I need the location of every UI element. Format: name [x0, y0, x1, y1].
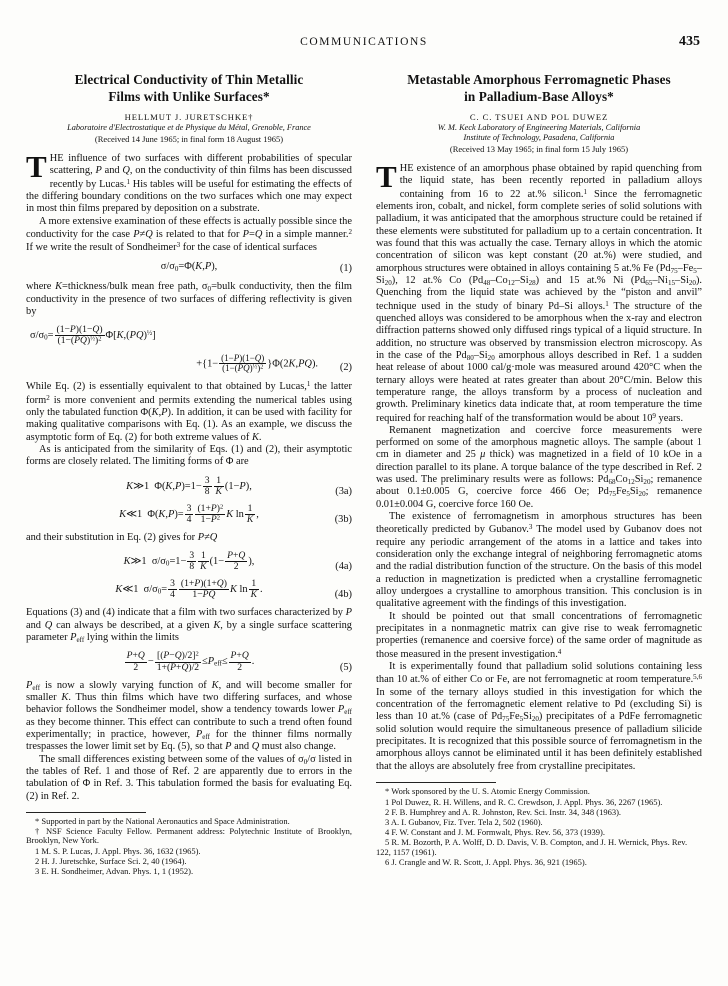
right-reference-list [376, 797, 702, 867]
left-paragraph-5: As is anticipated from the similarity of Eqs. (1) and (2), their asymptotic forms are closely related. The limiting forms of Φ are [26, 443, 352, 468]
left-article [26, 72, 352, 962]
right-para-1-block [376, 159, 703, 425]
left-reference-list [26, 846, 352, 876]
equation-1-number: (1) [339, 263, 352, 275]
left-reference-1: 1 M. S. P. Lucas, J. Appl. Phys. 36, 1632 (1965). [35, 845, 201, 856]
left-paragraph-2: A more extensive examination of these effects is actually possible since the conductivity for the case P≠Q is related to that for P=Q in a simple manner.$^2$ If we write the result of Sondheimer$^3$ for the case of identical surfaces [26, 215, 352, 254]
left-article-received: (Received 14 June 1965; in final form 18 August 1965) [94, 133, 284, 144]
equation-3b: K≪1 Φ(K,P)= $\frac{3}{4}$ $\frac{(1+P)^2}{1-P^2}$ K ln $\frac{1}{K}$ , (3b) [119, 502, 352, 525]
right-paragraph-3: The existence of ferromagnetism in amorphous structures has been theoretically predicted by Gubanov.$^3$ The model used by Gubanov does not require any periodic arrangement of the atoms in a lattice and takes into consideration only the exchange integral of neighboring ferromagnetic atoms and the radial distribution function of the structure. On the basis of this model a reduction in magnetization is predicted when a crystalline ferromagnetic alloy undergoes a crystalline to amorphous transition. This conclusion is in qualitative agreement with the findings of this investigation. [376, 511, 702, 610]
running-head-title: COMMUNICATIONS [300, 36, 428, 48]
equation-2-line-2: +{1− $\frac{(1-P)(1-Q)}{(1-(PQ)^{\frac{1}{2}})^2}$ }Φ(2K,PQ). (2) [196, 352, 352, 374]
equation-4b: K≪1 $\sigma/\sigma_0=$ $\frac{3}{4}$ $\frac{(1+P)(1+Q)}{1-PQ}$ K ln $\frac{1}{K}$ . (4b) [115, 578, 352, 601]
two-column-layout [26, 72, 702, 962]
right-reference-4: 4 F. W. Constant and J. M. Formwalt, Phys. Rev. 56, 373 (1939). [385, 826, 606, 837]
equation-2-line-1: $\sigma/\sigma_0=$ $\frac{(1-P)(1-Q)}{(1-(PQ)^{\frac{1}{2}})^2}$ Φ[K,(PQ)$^{\frac{1}{2}}$] [30, 324, 156, 347]
left-drop-cap: T [26, 148, 47, 184]
equation-2-number: (2) [339, 362, 352, 374]
equation-3b-number: (3b) [334, 513, 352, 525]
left-paragraph-8: $P_{eff}$ is now a slowly varying function of K, and will become smaller for smaller K. Thus thin films which have two differing surfaces, and whose behavior follows the Sondheimer model, show a tendency towards lower $P_{eff}$ as they become thinner. This effect can contribute to such a trend often found experimentally; in practice, however, $P_{eff}$ for the thinner films normally trespasses the lower limit set by Eq. (5), so that P and Q must also change. [26, 679, 353, 753]
page-number: 435 [679, 34, 700, 49]
left-para-1-block [26, 148, 352, 216]
right-drop-cap: T [376, 159, 397, 194]
equation-4a: K≫1 $\sigma/\sigma_0=1-$ $\frac{3}{8}$ $\frac{1}{K}$ (1− $\frac{P+Q}{2}$ ), (4a) [123, 550, 352, 573]
right-reference-5: 5 R. M. Bozorth, P. A. Wolff, D. D. Davis, V. B. Compton, and J. H. Wernick, Phys. Rev. 122, 1157 (1961). [376, 836, 688, 857]
right-reference-2: 2 F. B. Humphrey and A. R. Johnston, Rev. Sci. Instr. 34, 348 (1963). [385, 806, 622, 817]
running-head [0, 36, 728, 52]
left-paragraph-6: and their substitution in Eq. (2) gives for P≠Q [26, 531, 218, 543]
left-title-line2: Films with Unlike Surfaces* [108, 88, 270, 104]
equation-1: $\sigma/\sigma_0=\Phi(K,P)$, (1) [160, 261, 352, 275]
right-reference-6: 6 J. Crangle and W. R. Scott, J. Appl. Phys. 36, 921 (1965). [385, 856, 587, 867]
left-footnote-dagger: † NSF Science Faculty Fellow. Permanent address: Polytechnic Institute of Brooklyn, Brooklyn, New York. [26, 825, 352, 846]
left-article-authors: HELLMUT J. JURETSCHKE† [124, 111, 254, 122]
left-article-affiliation: Laboratoire d'Electrostatique et de Physique du Métal, Grenoble, France [67, 122, 311, 132]
left-footnote-star: * Supported in part by the National Aeronautics and Space Administration. [35, 815, 290, 826]
right-article-affiliation-line2: Institute of Technology, Pasadena, California [463, 132, 615, 142]
left-paragraph-4: While Eq. (2) is essentially equivalent to that obtained by Lucas,$^1$ the latter form$^2$ is more convenient and permits extending the numerical tables using only the tabulated function Φ(K,P). In addition, it can be used with facility for making qualitative comparisons with Eq. (1). As an example, we discuss the asymptotic form of Eq. (2) for both extreme values of K. [26, 380, 352, 443]
equation-5-number: (5) [339, 661, 352, 673]
left-paragraph-3: where K=thickness/bulk mean free path, $\sigma_0=bulk$ conductivity, then the film conductivity in the presence of two surfaces of differing reflectivity is given by [26, 281, 353, 318]
left-footnote-rule [26, 812, 146, 813]
equation-3a: K≫1 Φ(K,P)=1− $\frac{3}{8}$ $\frac{1}{K}$ (1−P), (3a) [126, 474, 352, 497]
left-paragraph-7: Equations (3) and (4) indicate that a film with two surfaces characterized by P and Q can always be described, at a given K, by a single surface scattering parameter $P_{eff}$ lying within the limits [26, 607, 352, 644]
right-article-title [376, 72, 702, 106]
left-article-title [26, 72, 352, 106]
right-paragraph-2: Remanent magnetization and coercive force measurements were performed on some of the amorphous magnetic alloys. The sample (about 1 cm in diameter and 25 μ thick) was magnetized in a field of 10 kOe in a direction parallel to its plane. A torque balance of the type described in Ref. 2 was used. The preliminary results were as follows: $Pd_{68}Co_{12}Si_{20}$; remanence about 0.1±0.005 G, coercive force 466 Oe; $Pd_{75}Fe_5Si_{20}$; remanence 0.01±0.004 G, coercive force 160 Oe. [376, 424, 702, 510]
right-article-affiliation-line1: W. M. Keck Laboratory of Engineering Materials, California [437, 122, 641, 132]
left-paragraph-9: The small differences existing between some of the values of $\sigma_0/\sigma$ listed in the tables of Ref. 1 and those of Ref. 2 are apparently due to errors in the tabulation of Φ in Ref. 3. This tabulation formed the basis for evaluating Eq. (2) in Ref. 2. [26, 753, 352, 802]
left-paragraph-1: HE influence of two surfaces with different probabilities of specular scattering, P and Q, on the conductivity of thin films has been discussed recently by Lucas.$^1$ His tables will be useful for estimating the effects of the differing boundary conditions on the two surfaces which one may expect in most thin films prepared by deposition on a substrate. [26, 152, 352, 215]
left-reference-3: 3 E. H. Sondheimer, Advan. Phys. 1, 1 (1952). [35, 865, 194, 876]
equation-5: $\frac{P+Q}{2}$ − $\frac{[(P-Q)/2]^2}{1+(P+Q)/2}$ $\le P_{eff}\le$ $\frac{P+Q}{2}$ . (5) [126, 650, 352, 673]
right-paragraph-1: HE existence of an amorphous phase obtained by rapid quenching from the liquid state, has been recently reported in palladium alloys containing from 16 to 22 at.% silicon.$^1$ Since the ferromagnetic elements iron, cobalt, and nickel, form complete series of solid solutions with palladium, it was anticipated that the amorphous structure could be retained if these elements were substituted for palladium up to a certain concentration. It was found that this was actually the case. Ternary alloys in which the atomic concentration of silicon was kept constant (20 at.%) were studied, and amorphous structures were obtained in alloys containing 5 at.% Fe $(Pd_{75}-Fe_5-Si_{20})$, 12 at.% Co $(Pd_{48}-Co_{12}-Si_{28})$ and 15 at.% Ni $(Pd_{65}-Ni_{15}-Si_{20})$. Quenching from the liquid state was achieved by the “piston and anvil” technique used in the study of binary Pd–Si alloys.$^1$ The structure of the quenched alloys was considered to be amorphous when the x-ray and electron diffraction patterns showed only diffused rings typical of a liquid structure. In addition, no structure was observed by transmission electron microscopy. As in the case of the $Pd_{80}-Si_{20}$ amorphous alloys described in Ref. 1 a sudden heat release of about 1000 cal/g·mole was measured around 420°C when the ternary alloys were heated at rates greater than about 20°C/min. Below this temperature range, the alloys transform by a process of nucleation and growth. Preliminary kinetics data indicate that, at room temperature the time required for reaching half of the transformation would be about $10^9$ years. [376, 163, 703, 424]
equation-4a-number: (4a) [335, 561, 352, 573]
right-paragraph-5: It is experimentally found that palladium solid solutions containing less than 10 at.% of either Co or Fe, are not ferromagnetic at room temperature.$^{5,6}$ In some of the ternary alloys studied in this investigation for which the concentration of the ferromagnetic element relative to Pd (excluding Si) is less than 10 at.% (case of $Pd_{75}Fe_5Si_{20}$) precipitates of a PdFe ferromagnetic solid solution would require the simultaneous presence of palladium silicide precipitates. It is recognized that this possible source of ferromagnetism in the amorphous alloys cannot be eliminated until it has been definitely established that the alloys are absolutely free from crystalline precipitates. [376, 660, 702, 772]
right-reference-1: 1 Pol Duwez, R. H. Willens, and R. C. Crewdson, J. Appl. Phys. 36, 2267 (1965). [385, 796, 663, 807]
right-article [376, 72, 702, 962]
equation-3a-number: (3a) [335, 485, 352, 497]
right-article-authors: C. C. TSUEI AND POL DUWEZ [469, 111, 609, 122]
right-title-line1: Metastable Amorphous Ferromagnetic Phases [407, 72, 671, 87]
right-footnote-rule [376, 782, 496, 783]
right-title-line2: in Palladium-Base Alloys* [464, 88, 614, 104]
equation-4b-number: (4b) [334, 589, 352, 601]
right-footnote-star: * Work sponsored by the U. S. Atomic Energy Commission. [385, 785, 590, 796]
right-paragraph-4: It should be pointed out that small concentrations of ferromagnetic precipitates in a nonmagnetic matrix can give rise to weak ferromagnetic properties (remanence and coersive force) of the same order of magnitude as those measured in the present investigation.$^4$ [376, 610, 702, 660]
left-title-line1: Electrical Conductivity of Thin Metallic [74, 72, 304, 87]
right-reference-3: 3 A. I. Gubanov, Fiz. Tver. Tela 2, 502 (1960). [385, 816, 543, 827]
left-reference-2: 2 H. J. Juretschke, Surface Sci. 2, 40 (1964). [35, 855, 187, 866]
right-article-received: (Received 13 May 1965; in final form 15 July 1965) [449, 144, 629, 154]
